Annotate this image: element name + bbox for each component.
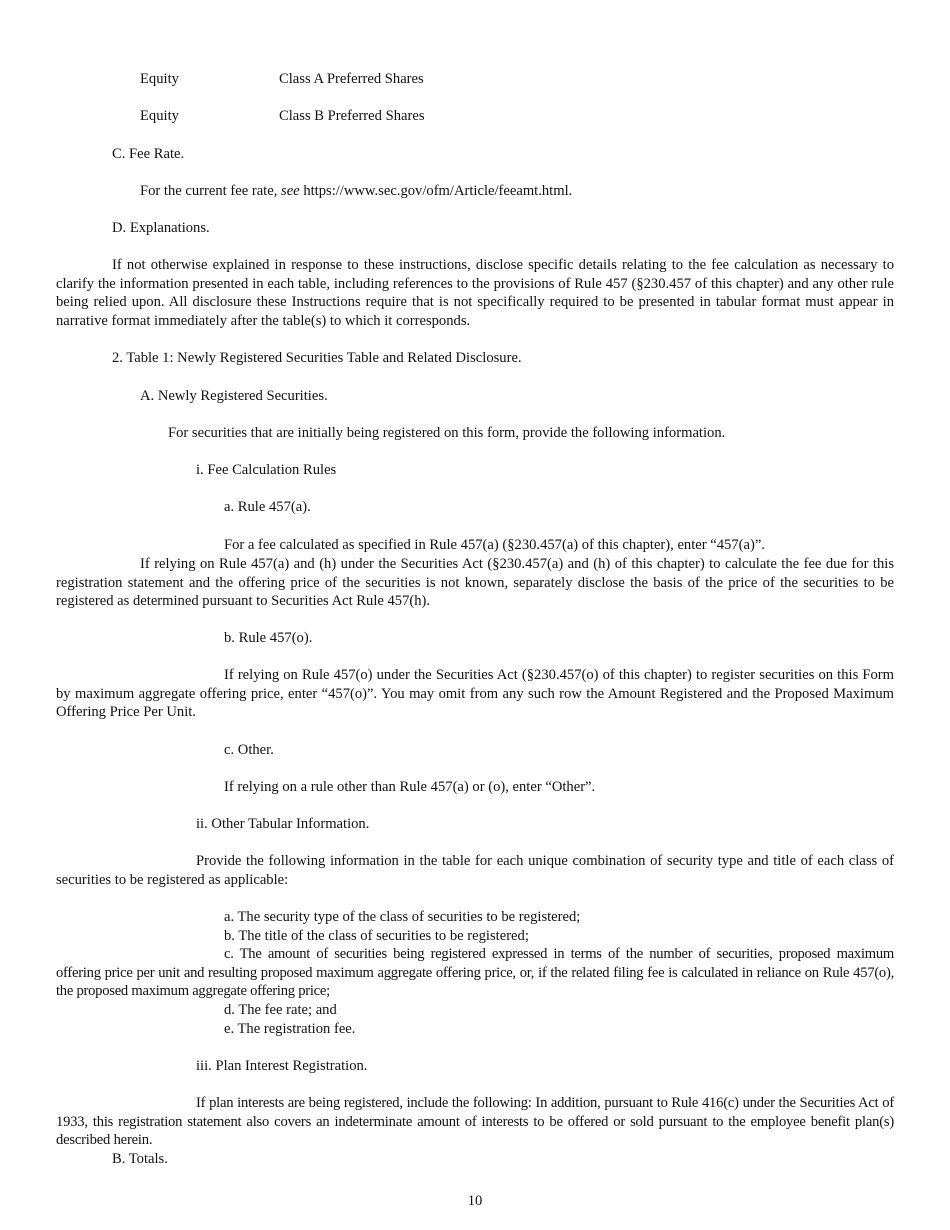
plan-interest-heading: iii. Plan Interest Registration. <box>196 1058 368 1074</box>
list-item-a: a. The security type of the class of securities to be registered; <box>224 909 581 925</box>
fee-calculation-rules-heading: i. Fee Calculation Rules <box>196 462 337 478</box>
rule-457o-heading: b. Rule 457(o). <box>224 630 313 646</box>
document-page <box>56 0 894 1230</box>
rule-457a-line: For a fee calculated as specified in Rule 457(a) (§230.457(a) of this chapter), enter “457(a)”. <box>224 537 765 553</box>
securities-row-1-title: Class A Preferred Shares <box>279 71 424 87</box>
list-item-c: c. The amount of securities being registered expressed in terms of the number of securities, proposed maximum offering price per unit and resulting proposed maximum aggregate offering price, or, if the related filing fee is calculated in reliance on Rule 457(o), the proposed maximum aggregate offering price; <box>56 946 894 1000</box>
other-tabular-body: Provide the following information in the table for each unique combination of security type and title of each class of securities to be registered as applicable: <box>56 853 894 888</box>
fee-rate-heading: C. Fee Rate. <box>112 146 185 162</box>
securities-row-2-type: Equity <box>140 108 179 124</box>
explanations-heading: D. Explanations. <box>112 220 210 236</box>
newly-registered-heading: A. Newly Registered Securities. <box>140 388 328 404</box>
totals-heading: B. Totals. <box>112 1151 168 1167</box>
other-tabular-heading: ii. Other Tabular Information. <box>196 816 370 832</box>
other-body: If relying on a rule other than Rule 457(a) or (o), enter “Other”. <box>224 779 596 795</box>
fee-rate-pre: For the current fee rate, <box>140 183 278 199</box>
page-number: 10 <box>467 1192 483 1209</box>
other-heading: c. Other. <box>224 742 274 758</box>
plan-interest-body: If plan interests are being registered, include the following: In addition, pursuant to Rule 416(c) under the Securities Act of 1933, this registration statement also covers an indeterminate amount of interests to be offered or sold pursuant to the employee benefit plan(s) described herein. <box>56 1095 894 1149</box>
fee-rate-url: https://www.sec.gov/ofm/Article/feeamt.html. <box>303 183 573 199</box>
securities-row-2-title: Class B Preferred Shares <box>279 108 425 124</box>
list-item-d: d. The fee rate; and <box>224 1002 337 1018</box>
fee-rate-see: see <box>281 183 300 199</box>
explanations-body: If not otherwise explained in response to these instructions, disclose specific details relating to the fee calculation as necessary to clarify the information presented in each table, including references to the provisions of Rule 457 (§230.457 of this chapter) and any other rule being relied upon. All disclosure these Instructions require that is not specifically required to be presented in tabular format must appear in narrative format immediately after the table(s) to which it corresponds. <box>56 257 894 329</box>
list-item-e: e. The registration fee. <box>224 1021 356 1037</box>
fee-rate-text <box>140 182 572 201</box>
rule-457a-heading: a. Rule 457(a). <box>224 499 311 515</box>
newly-registered-intro: For securities that are initially being registered on this form, provide the following information. <box>168 425 726 441</box>
rule-457a-body: If relying on Rule 457(a) and (h) under the Securities Act (§230.457(a) and (h) of this chapter) to calculate the fee due for this registration statement and the offering price of the securities is not known, separately disclose the basis of the price of the securities to be registered as determined pursuant to Securities Act Rule 457(h). <box>56 556 894 610</box>
securities-row-1-type: Equity <box>140 71 179 87</box>
table1-heading: 2. Table 1: Newly Registered Securities Table and Related Disclosure. <box>112 350 522 366</box>
rule-457o-body: If relying on Rule 457(o) under the Securities Act (§230.457(o) of this chapter) to register securities on this Form by maximum aggregate offering price, enter “457(o)”. You may omit from any such row the Amount Registered and the Proposed Maximum Offering Price Per Unit. <box>56 667 894 721</box>
list-item-b: b. The title of the class of securities to be registered; <box>224 928 529 944</box>
